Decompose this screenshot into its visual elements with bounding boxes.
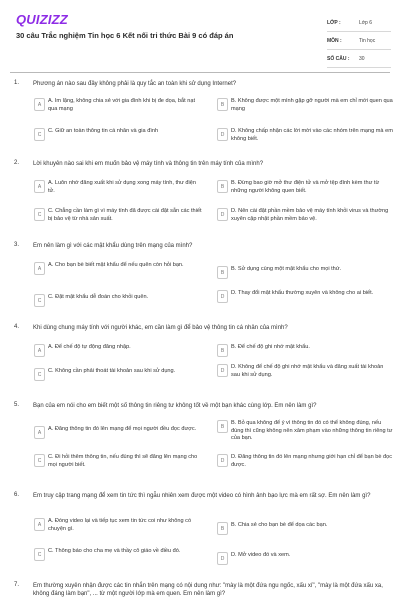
option-letter-a: A xyxy=(34,518,45,531)
option-c[interactable] xyxy=(34,368,204,381)
option-letter-a: A xyxy=(34,262,45,275)
option-a[interactable] xyxy=(34,344,204,357)
option-c[interactable] xyxy=(34,548,204,561)
option-text: C. Thông báo cho cha mẹ và thầy cô giáo về điều đó. xyxy=(48,548,181,554)
option-a[interactable] xyxy=(34,262,204,275)
option-d[interactable] xyxy=(217,454,393,469)
option-text: B. Để chế độ ghi nhớ mật khẩu. xyxy=(231,344,310,350)
option-letter-c: C xyxy=(34,128,45,141)
document-header xyxy=(0,0,400,72)
option-letter-c: C xyxy=(34,548,45,561)
option-text: B. Sử dụng cùng một mật khẩu cho mọi thứ. xyxy=(231,266,342,272)
option-text: C. Chẳng cần làm gì vì máy tính đã được cài đặt sẵn các thiết bị bảo vệ từ nhà sản xuất. xyxy=(48,208,202,222)
question-text: Lời khuyên nào sai khi em muốn bảo vệ máy tính và thông tin trên máy tính của mình? xyxy=(33,161,264,167)
option-b[interactable] xyxy=(217,344,393,357)
question-text: Em thường xuyên nhận được các tin nhắn trên mạng có nội dung như: "mày là một đứa ngu ngốc, xấu xí", "mày là một đứa xấu xa, không đáng làm bạn", ... từ một người lớp mà em quen. Em nên làm gì? xyxy=(33,583,383,598)
question-number: 7. xyxy=(14,582,20,588)
meta-box xyxy=(327,14,391,68)
option-text: A. Luôn nhớ đăng xuất khi sử dụng xong máy tính, thư điện tử. xyxy=(48,180,196,194)
option-b[interactable] xyxy=(217,522,393,535)
option-text: C. Không cần phải thoát tài khoản sau khi sử dụng. xyxy=(48,368,176,374)
option-letter-b: B xyxy=(217,98,228,111)
option-letter-d: D xyxy=(217,208,228,221)
option-letter-c: C xyxy=(34,454,45,467)
question-text: Phương án nào sau đây không phải là quy tắc an toàn khi sử dụng Internet? xyxy=(33,81,237,87)
option-c[interactable] xyxy=(34,454,204,469)
meta-label: MÔN : xyxy=(327,37,342,44)
option-text: C. Đặt mật khẩu dễ đoán cho khỏi quên. xyxy=(48,294,149,300)
meta-label: SỐ CÂU : xyxy=(327,55,350,62)
meta-value: Lớp 6 xyxy=(359,19,373,26)
meta-value: 30 xyxy=(359,55,365,62)
option-d[interactable] xyxy=(217,208,393,223)
option-text: A. Để chế độ tự động đăng nhập. xyxy=(48,344,131,350)
option-letter-c: C xyxy=(34,208,45,221)
option-text: B. Bỏ qua không để ý vì thông tin đó có thể không đúng, nếu đúng thì cũng không nên xâm phạm vào những thông tin riêng tư của bạn. xyxy=(231,420,393,442)
quizizz-logo: QUIZIZZ xyxy=(16,12,68,27)
option-letter-d: D xyxy=(217,290,228,303)
option-a[interactable] xyxy=(34,518,204,533)
option-text: D. Mở video đó và xem. xyxy=(231,552,291,558)
option-letter-a: A xyxy=(34,180,45,193)
question-number: 4. xyxy=(14,324,20,330)
option-b[interactable] xyxy=(217,98,393,113)
option-a[interactable] xyxy=(34,180,204,195)
document-title: 30 câu Trắc nghiệm Tin học 6 Kết nối tri thức Bài 9 có đáp án xyxy=(16,31,234,40)
option-letter-d: D xyxy=(217,552,228,565)
option-letter-b: B xyxy=(217,420,228,433)
option-b[interactable] xyxy=(217,266,393,279)
meta-label: LỚP : xyxy=(327,19,341,26)
question-text: Em nên làm gì với các mật khẩu dùng trên mạng của mình? xyxy=(33,243,193,249)
question-text: Khi dùng chung máy tính với người khác, em cần làm gì để bảo vệ thông tin cá nhân của mình? xyxy=(33,325,288,331)
option-c[interactable] xyxy=(34,294,204,307)
option-c[interactable] xyxy=(34,208,204,223)
option-letter-d: D xyxy=(217,364,228,377)
option-letter-b: B xyxy=(217,522,228,535)
meta-row-grade xyxy=(327,14,391,32)
header-divider xyxy=(10,72,390,73)
option-d[interactable] xyxy=(217,290,393,303)
option-text: A. Im lặng, không chia sẻ với gia đình khi bị đe dọa, bắt nạt qua mạng xyxy=(48,98,196,112)
option-letter-a: A xyxy=(34,344,45,357)
option-b[interactable] xyxy=(217,420,393,443)
option-text: D. Không chấp nhận các lời mời vào các nhóm trên mạng mà em không biết. xyxy=(231,128,393,142)
option-letter-b: B xyxy=(217,266,228,279)
option-text: D. Không để chế độ ghi nhớ mật khẩu và đăng xuất tài khoản sau khi sử dụng. xyxy=(231,364,384,378)
question-number: 1. xyxy=(14,80,20,86)
meta-row-subject xyxy=(327,32,391,50)
option-text: B. Không được một mình gặp gỡ người mà em chỉ mới quen qua mạng xyxy=(231,98,393,112)
option-b[interactable] xyxy=(217,180,393,195)
option-d[interactable] xyxy=(217,128,393,143)
option-text: B. Chia sẻ cho bạn bè để dọa các bạn. xyxy=(231,522,328,528)
question-number: 3. xyxy=(14,242,20,248)
option-letter-a: A xyxy=(34,98,45,111)
option-text: D. Thay đổi mật khẩu thường xuyên và không cho ai biết. xyxy=(231,290,374,296)
question-number: 6. xyxy=(14,492,20,498)
meta-value: Tin học xyxy=(359,37,376,44)
option-text: D. Đăng thông tin đó lên mạng nhưng giới hạn chỉ để bạn bè đọc được. xyxy=(231,454,393,468)
question-text: Em truy cập trang mạng để xem tin tức thì ngẫu nhiên xem được một video có hình ảnh bạo lực mà em rất sợ. Em nên làm gì? xyxy=(33,493,371,499)
question-number: 2. xyxy=(14,160,20,166)
option-text: B. Đừng bao giờ mở thư điện tử và mở tệp đính kèm thư từ những người không quen biết. xyxy=(231,180,380,194)
option-a[interactable] xyxy=(34,426,204,439)
option-d[interactable] xyxy=(217,364,393,379)
question-text: Bạn của em nói cho em biết một số thông tin riêng tư không tốt về một bạn khác cùng lớp. Em nên làm gì? xyxy=(33,403,317,409)
meta-row-count xyxy=(327,50,391,68)
option-letter-b: B xyxy=(217,344,228,357)
question-number: 5. xyxy=(14,402,20,408)
option-text: C. Giữ an toàn thông tin cá nhân và gia đình xyxy=(48,128,159,134)
option-letter-b: B xyxy=(217,180,228,193)
option-text: C. Đi hỏi thêm thông tin, nếu đúng thì sẽ đăng lên mạng cho mọi người biết. xyxy=(48,454,198,468)
option-text: A. Đăng thông tin đó lên mạng để mọi người đều đọc được. xyxy=(48,426,197,432)
option-letter-c: C xyxy=(34,294,45,307)
option-letter-c: C xyxy=(34,368,45,381)
option-d[interactable] xyxy=(217,552,393,565)
option-text: A. Đóng video lại và tiếp tục xem tin tức coi như không có chuyện gì. xyxy=(48,518,192,532)
option-text: A. Cho bạn bè biết mật khẩu để nếu quên còn hỏi bạn. xyxy=(48,262,184,268)
option-text: D. Nên cài đặt phần mềm bảo vệ máy tính khỏi virus và thường xuyên cập nhật phần mềm bảo vệ. xyxy=(231,208,389,222)
option-letter-d: D xyxy=(217,454,228,467)
option-a[interactable] xyxy=(34,98,204,113)
option-letter-a: A xyxy=(34,426,45,439)
option-letter-d: D xyxy=(217,128,228,141)
option-c[interactable] xyxy=(34,128,204,141)
